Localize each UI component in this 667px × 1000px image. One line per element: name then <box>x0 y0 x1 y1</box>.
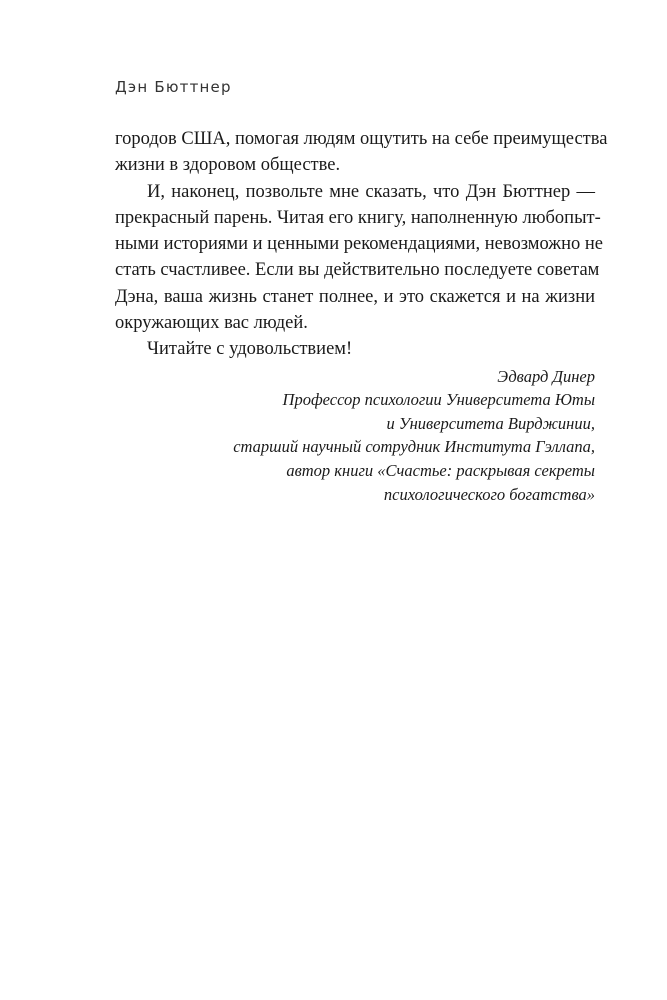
running-header: Дэн Бюттнер <box>115 78 232 96</box>
signature-block <box>200 365 595 507</box>
text-line: жизни в здоровом обществе. <box>115 155 341 176</box>
author-title-line: и Университета Вирджинии, <box>386 413 595 433</box>
paragraph-3: Читайте с удовольствием! <box>147 339 353 360</box>
author-title-line: автор книги «Счастье: раскрывая секреты <box>286 461 595 481</box>
author-name: Эдвард Динер <box>497 366 595 386</box>
text-line: прекрасный парень. Читая его книгу, наполненную любопыт- <box>115 207 601 228</box>
author-title-line: психологического богатства» <box>383 484 595 504</box>
text-line: городов США, помогая людям ощутить на себе преимущества <box>115 129 608 149</box>
text-line: И, наконец, позвольте мне сказать, что Дэн Бюттнер — <box>147 181 595 202</box>
author-title-line: старший научный сотрудник Института Гэллапа, <box>233 437 595 457</box>
author-title-line: Профессор психологии Университета Юты <box>282 390 595 410</box>
body-text <box>115 126 608 363</box>
paragraph-1 <box>115 126 608 179</box>
text-line: стать счастливее. Если вы действительно последуете советам <box>115 260 600 281</box>
paragraph-2 <box>115 179 603 337</box>
text-line: Дэна, ваша жизнь станет полнее, и это скажется и на жизни <box>115 286 595 307</box>
text-line: окружающих вас людей. <box>115 313 308 334</box>
text-line: ными историями и ценными рекомендациями, невозможно не <box>115 234 603 255</box>
